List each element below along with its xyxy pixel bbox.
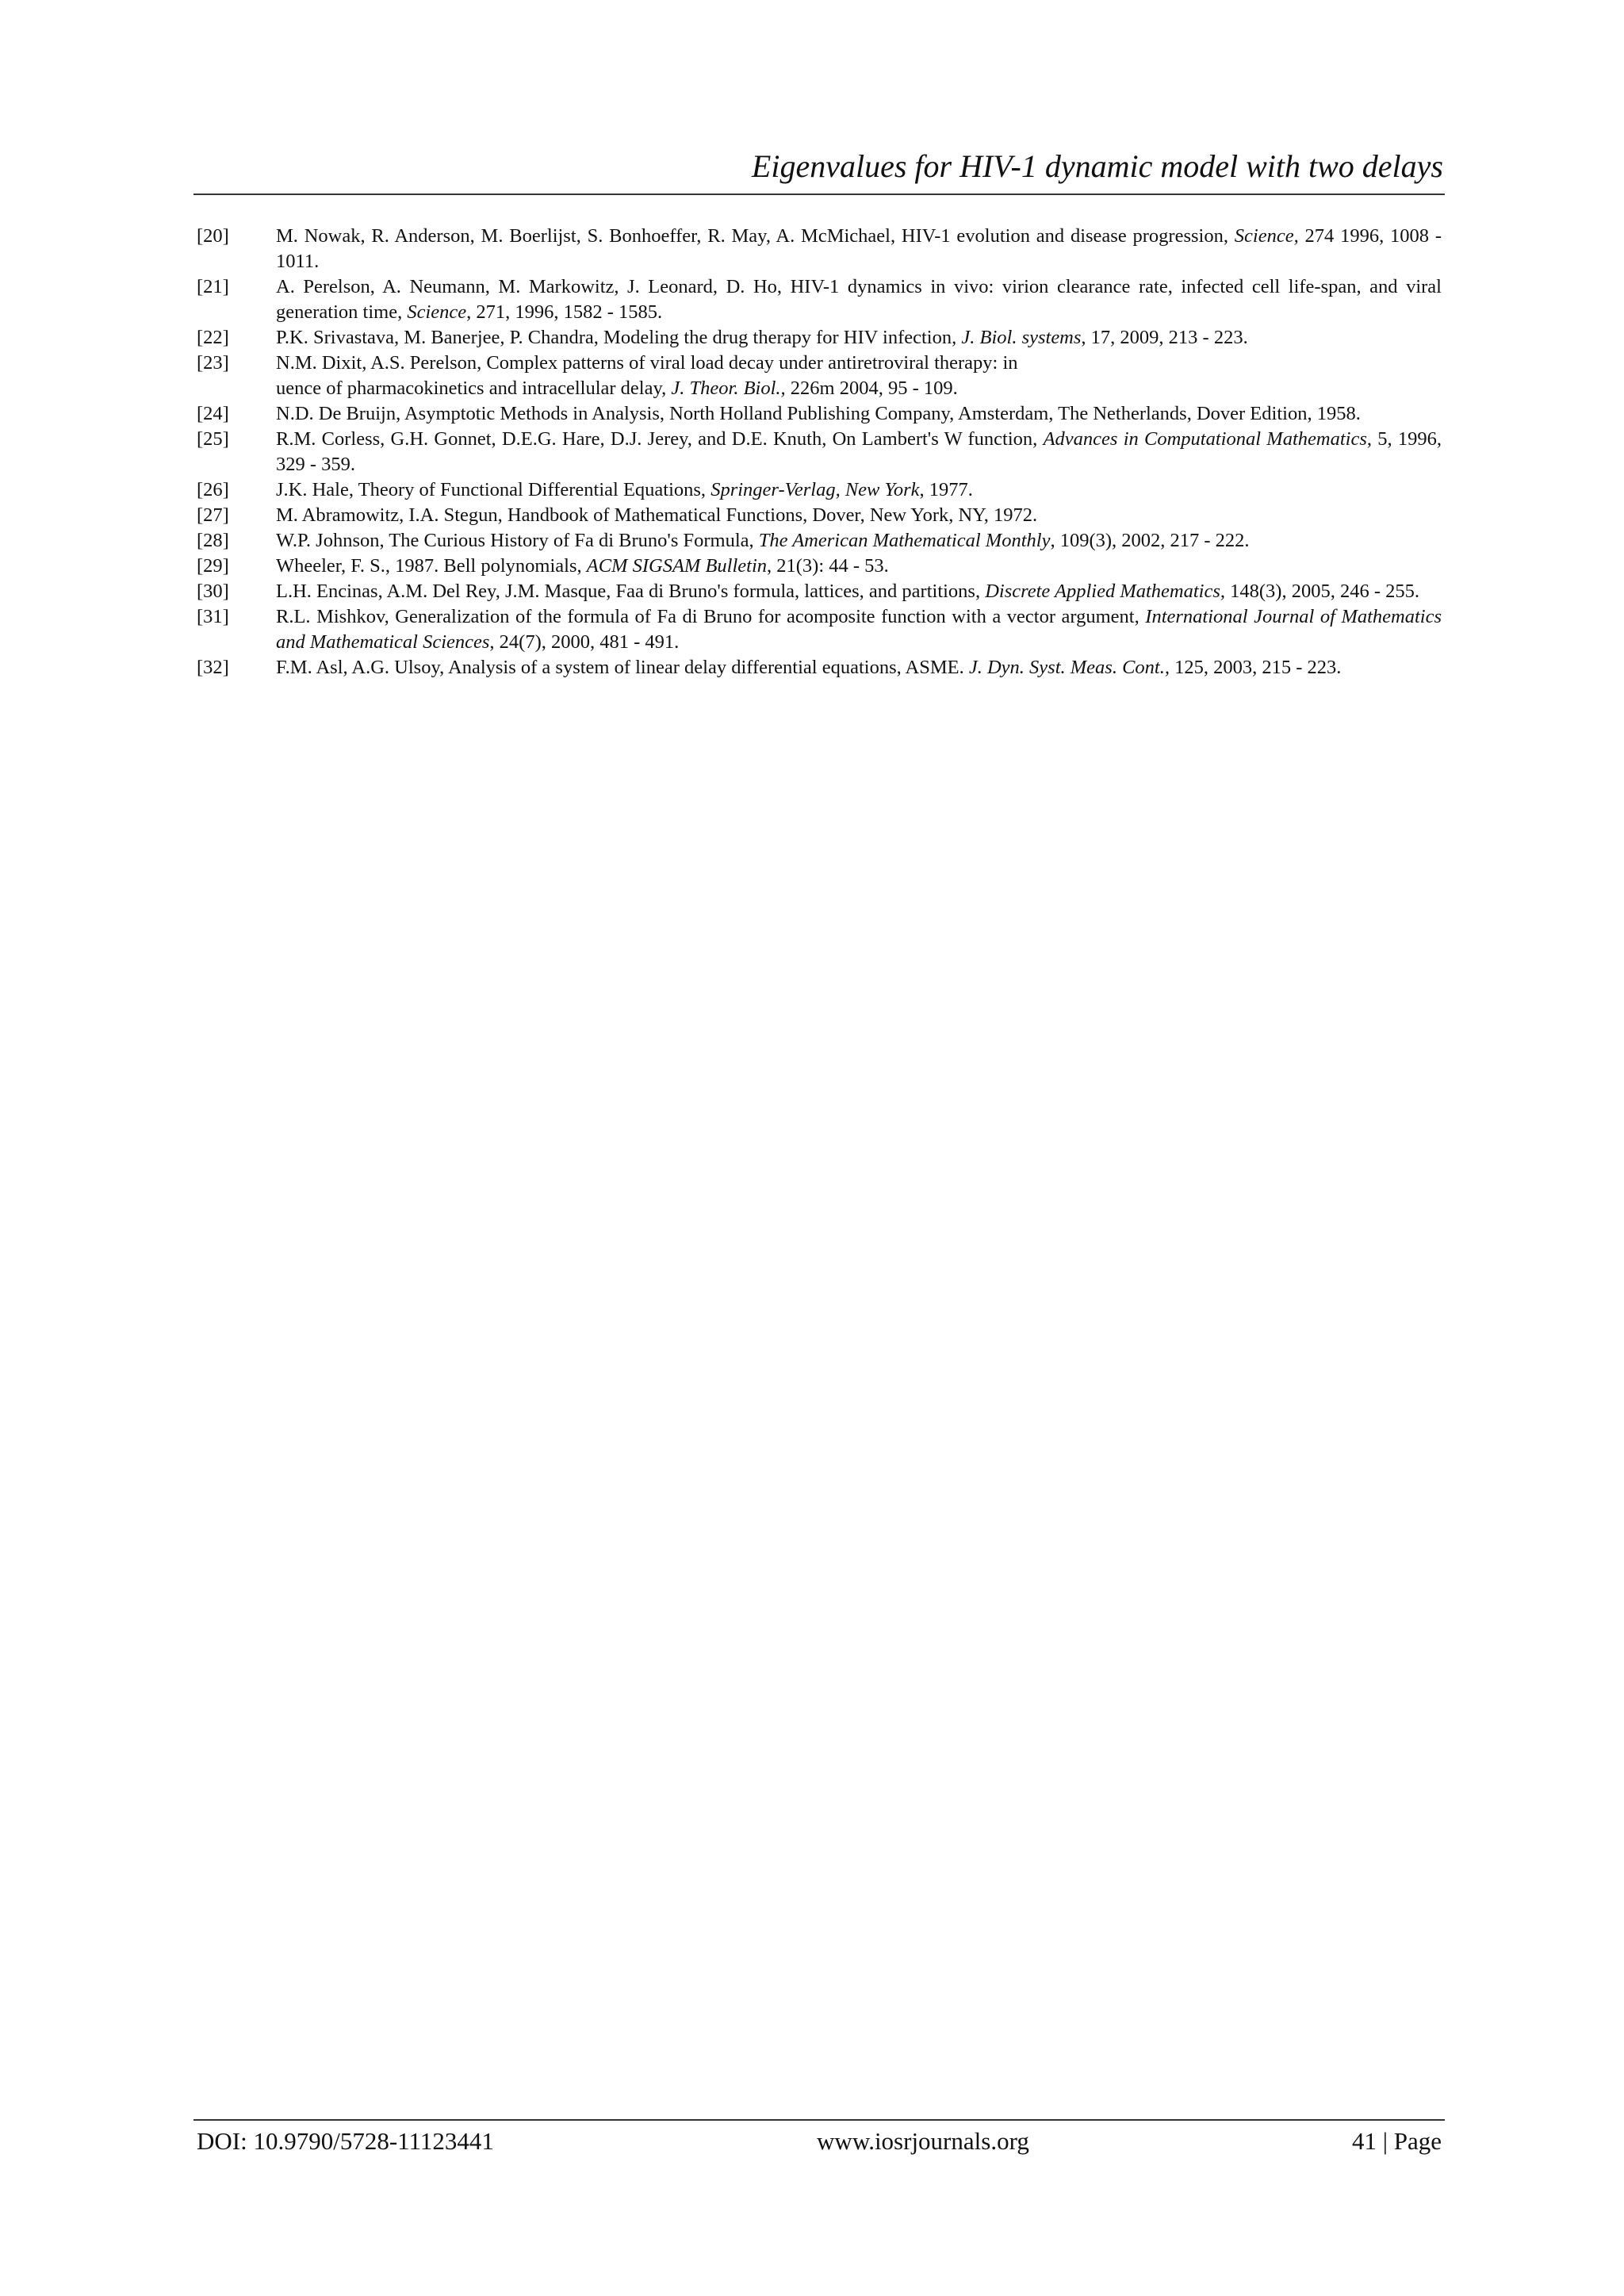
running-title: Eigenvalues for HIV-1 dynamic model with two delays [751,148,1443,184]
reference-item [197,655,1442,680]
reference-number: [20] [197,225,229,247]
reference-italic-segment: J. Theor. Biol., [671,378,786,399]
reference-number: [25] [197,428,229,450]
reference-item [197,351,1442,401]
reference-italic-segment: Science, [1234,225,1299,247]
reference-item [197,427,1442,477]
reference-number: [31] [197,606,229,627]
reference-segment: R.M. Corless, G.H. Gonnet, D.E.G. Hare, D.J. Jerey, and D.E. Knuth, On Lambert's W function, [276,428,1044,450]
reference-text [276,655,1442,680]
reference-italic-segment: Advances in Computational Mathematics [1043,428,1367,450]
reference-italic-segment: Science [407,301,467,323]
reference-number: [29] [197,555,229,577]
reference-item [197,401,1442,427]
reference-item [197,477,1442,503]
reference-italic-segment: ACM SIGSAM Bulletin [586,555,768,577]
reference-item [197,503,1442,528]
reference-segment: , 271, 1996, 1582 - 1585. [466,301,663,323]
reference-segment: F.M. Asl, A.G. Ulsoy, Analysis of a system of linear delay differential equations, ASME. [276,657,969,678]
reference-number: [23] [197,352,229,374]
reference-segment: 148(3), 2005, 246 - 255. [1225,581,1419,602]
reference-segment: M. Abramowitz, I.A. Stegun, Handbook of Mathematical Functions, Dover, New York, NY, 1972. [276,504,1038,526]
reference-segment: N.D. De Bruijn, Asymptotic Methods in Analysis, North Holland Publishing Company, Amsterdam, The Netherlands, Dover Edition, 1958. [276,403,1361,424]
reference-segment: L.H. Encinas, A.M. Del Rey, J.M. Masque, Faa di Bruno's formula, lattices, and partitions, [276,581,986,602]
footer-website: www.iosrjournals.org [817,2127,1029,2155]
footer-doi: DOI: 10.9790/5728-11123441 [197,2127,494,2155]
page-footer [197,2125,1442,2157]
reference-italic-segment: J. Dyn. Syst. Meas. Cont., [968,657,1170,678]
footer-page-number: 41 | Page [1352,2127,1442,2155]
reference-italic-segment: Discrete Applied Mathematics, [985,581,1225,602]
reference-text [276,503,1442,528]
reference-text [276,401,1442,427]
reference-italic-segment: International Journal of Mathematics and Mathematical Sciences [276,606,1442,653]
reference-text [276,351,1442,401]
reference-segment: , 17, 2009, 213 - 223. [1081,327,1248,348]
reference-number: [27] [197,504,229,526]
reference-italic-segment: Springer-Verlag, New York [710,479,920,500]
header-divider [193,194,1445,195]
reference-number: [28] [197,530,229,551]
reference-italic-segment: , J. Biol. systems [952,327,1082,348]
reference-segment: A. Perelson, A. Neumann, M. Markowitz, J. Leonard, D. Ho, HIV-1 dynamics in vivo: virion clearance rate, infected cell life-span, and viral generation time, [276,276,1442,323]
reference-text [276,325,1442,351]
reference-number: [24] [197,403,229,424]
reference-segment: N.M. Dixit, A.S. Perelson, Complex patterns of viral load decay under antiretroviral therapy: in [276,352,1018,374]
reference-item [197,579,1442,604]
reference-segment: Wheeler, F. S., 1987. Bell polynomials, [276,555,587,577]
reference-number: [30] [197,581,229,602]
reference-italic-segment: The American Mathematical Monthly [758,530,1051,551]
reference-segment: 125, 2003, 215 - 223. [1169,657,1342,678]
reference-item [197,604,1442,655]
reference-item [197,325,1442,351]
reference-text [276,604,1442,655]
reference-item [197,274,1442,325]
reference-text [276,528,1442,554]
reference-segment: R.L. Mishkov, Generalization of the formula of Fa di Bruno for acomposite function with a vector argument, [276,606,1146,627]
reference-segment: M. Nowak, R. Anderson, M. Boerlijst, S. Bonhoeffer, R. May, A. McMichael, HIV-1 evolution and disease progression, [276,225,1235,247]
reference-number: [26] [197,479,229,500]
reference-segment: , 21(3): 44 - 53. [767,555,889,577]
reference-item [197,224,1442,274]
reference-segment: , 1977. [919,479,973,500]
reference-segment: , 109(3), 2002, 217 - 222. [1050,530,1250,551]
reference-item [197,554,1442,579]
reference-text [276,224,1442,274]
reference-text [276,427,1442,477]
reference-number: [22] [197,327,229,348]
reference-number: [21] [197,276,229,297]
footer-divider [193,2119,1445,2121]
reference-segment: , 24(7), 2000, 481 - 491. [489,631,680,653]
reference-segment: W.P. Johnson, The Curious History of Fa di Bruno's Formula, [276,530,759,551]
reference-number: [32] [197,657,229,678]
reference-list [197,224,1442,680]
reference-segment: 226m 2004, 95 - 109. [785,378,958,399]
reference-segment: , 5, 1996, 329 - 359. [276,428,1442,475]
reference-segment: uence of pharmacokinetics and intracellular delay, [276,378,672,399]
reference-item [197,528,1442,554]
reference-text [276,477,1442,503]
reference-segment: 274 1996, 1008 - 1011. [276,225,1442,272]
reference-text [276,554,1442,579]
reference-segment: P.K. Srivastava, M. Banerjee, P. Chandra, Modeling the drug therapy for HIV infection [276,327,952,348]
reference-segment: J.K. Hale, Theory of Functional Differential Equations, [276,479,711,500]
reference-text [276,579,1442,604]
reference-text [276,274,1442,325]
